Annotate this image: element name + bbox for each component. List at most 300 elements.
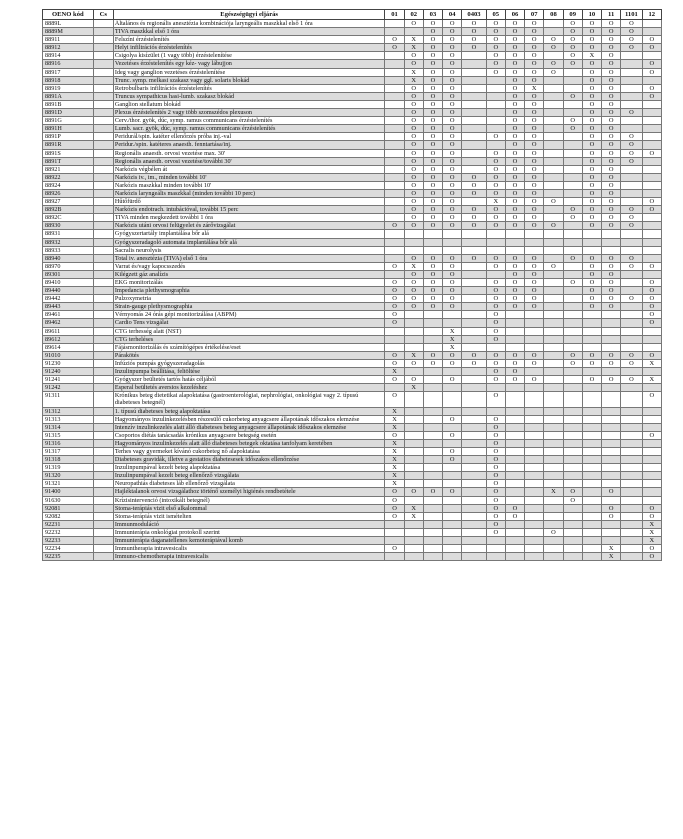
cs-cell xyxy=(93,28,113,36)
mark-cell: O xyxy=(525,254,544,262)
procedure-description-cell: Narkózis iv., im., minden további 10' xyxy=(113,173,385,181)
oeno-code-cell: 88924 xyxy=(43,181,94,189)
cs-cell xyxy=(93,488,113,496)
mark-cell: O xyxy=(385,303,404,311)
mark-cell: X xyxy=(404,504,423,512)
oeno-code-cell: 88917 xyxy=(43,68,94,76)
mark-cell xyxy=(642,117,661,125)
procedure-description-cell: Trunc. symp. melkasi szakasz vagy ggl. solaris blokád xyxy=(113,76,385,84)
mark-cell: O xyxy=(423,100,442,108)
mark-cell xyxy=(642,447,661,455)
mark-cell xyxy=(462,464,486,472)
mark-cell: O xyxy=(443,206,462,214)
mark-cell xyxy=(563,262,582,270)
mark-cell xyxy=(544,392,563,407)
mark-cell xyxy=(462,447,486,455)
mark-cell: O xyxy=(486,423,505,431)
mark-cell: O xyxy=(582,214,601,222)
mark-cell xyxy=(462,456,486,464)
mark-cell xyxy=(462,504,486,512)
mark-cell xyxy=(443,537,462,545)
mark-cell: O xyxy=(505,295,524,303)
oeno-code-cell: 88932 xyxy=(43,238,94,246)
cs-cell xyxy=(93,351,113,359)
table-row xyxy=(43,311,662,319)
mark-cell: O xyxy=(602,270,621,278)
mark-cell: O xyxy=(621,36,642,44)
mark-cell: X xyxy=(582,52,601,60)
procedure-description-cell: Stoma-terápiás vizit ismételten xyxy=(113,512,385,520)
procedure-description-cell: Gyógyszer beültetés tartós hatás céljából xyxy=(113,376,385,384)
cs-cell xyxy=(93,392,113,407)
mark-cell: O xyxy=(602,173,621,181)
mark-cell: O xyxy=(423,279,442,287)
oeno-code-cell: 92081 xyxy=(43,504,94,512)
mark-cell: O xyxy=(582,157,601,165)
mark-cell xyxy=(385,76,404,84)
mark-cell xyxy=(582,335,601,343)
mark-cell: O xyxy=(385,545,404,553)
mark-cell: O xyxy=(602,504,621,512)
mark-cell: O xyxy=(525,214,544,222)
mark-cell: O xyxy=(443,173,462,181)
mark-cell: O xyxy=(462,359,486,367)
mark-cell: O xyxy=(505,149,524,157)
mark-cell: O xyxy=(582,20,601,28)
mark-cell xyxy=(423,456,442,464)
oeno-code-cell: 91313 xyxy=(43,415,94,423)
mark-cell xyxy=(423,392,442,407)
mark-cell: O xyxy=(505,20,524,28)
mark-cell xyxy=(505,480,524,488)
mark-cell xyxy=(404,392,423,407)
oeno-code-cell: 89442 xyxy=(43,295,94,303)
table-row xyxy=(43,504,662,512)
mark-cell xyxy=(404,319,423,327)
cs-cell xyxy=(93,270,113,278)
mark-cell xyxy=(544,311,563,319)
table-row xyxy=(43,254,662,262)
mark-cell xyxy=(423,464,442,472)
mark-cell xyxy=(525,319,544,327)
mark-cell xyxy=(385,230,404,238)
mark-cell xyxy=(582,368,601,376)
mark-cell xyxy=(423,480,442,488)
mark-cell: O xyxy=(582,270,601,278)
mark-cell: O xyxy=(642,198,661,206)
mark-cell xyxy=(563,376,582,384)
mark-cell xyxy=(563,238,582,246)
mark-cell: O xyxy=(486,496,505,504)
mark-cell xyxy=(602,456,621,464)
mark-cell xyxy=(443,230,462,238)
mark-cell: O xyxy=(404,279,423,287)
mark-cell: O xyxy=(385,295,404,303)
mark-cell: O xyxy=(582,173,601,181)
mark-cell: O xyxy=(642,279,661,287)
mark-cell: O xyxy=(642,295,661,303)
mark-cell: O xyxy=(404,488,423,496)
mark-cell: O xyxy=(525,287,544,295)
mark-cell xyxy=(404,343,423,351)
mark-cell: O xyxy=(486,295,505,303)
mark-cell xyxy=(621,480,642,488)
mark-cell xyxy=(443,439,462,447)
mark-cell: O xyxy=(621,254,642,262)
mark-cell: O xyxy=(525,36,544,44)
mark-cell: O xyxy=(385,376,404,384)
mark-cell: O xyxy=(423,157,442,165)
mark-cell xyxy=(462,384,486,392)
mark-cell xyxy=(404,230,423,238)
mark-cell: O xyxy=(602,351,621,359)
mark-cell xyxy=(462,480,486,488)
mark-cell: O xyxy=(505,173,524,181)
table-row xyxy=(43,472,662,480)
mark-cell: O xyxy=(582,84,601,92)
mark-cell: O xyxy=(621,133,642,141)
mark-cell: X xyxy=(385,407,404,415)
mark-cell xyxy=(404,456,423,464)
mark-cell: O xyxy=(525,198,544,206)
mark-cell: O xyxy=(404,133,423,141)
mark-cell xyxy=(642,368,661,376)
mark-cell: O xyxy=(404,165,423,173)
procedure-description-cell: Cardio Tens vizsgálat xyxy=(113,319,385,327)
mark-cell xyxy=(544,165,563,173)
cs-cell xyxy=(93,181,113,189)
mark-cell: O xyxy=(563,496,582,504)
mark-cell: O xyxy=(404,206,423,214)
mark-cell xyxy=(642,407,661,415)
mark-cell: X xyxy=(404,68,423,76)
mark-cell xyxy=(462,415,486,423)
mark-cell xyxy=(505,496,524,504)
mark-cell xyxy=(544,359,563,367)
mark-cell: O xyxy=(582,68,601,76)
mark-cell: O xyxy=(642,149,661,157)
mark-cell xyxy=(505,439,524,447)
procedure-description-cell: Csoportos diétás tanácsadás krónikus anyagcsere betegség esetén xyxy=(113,431,385,439)
mark-cell xyxy=(582,537,601,545)
mark-cell: O xyxy=(443,100,462,108)
table-row xyxy=(43,359,662,367)
mark-cell xyxy=(505,488,524,496)
mark-cell xyxy=(544,439,563,447)
mark-cell: O xyxy=(443,415,462,423)
mark-cell: O xyxy=(563,44,582,52)
mark-cell xyxy=(582,327,601,335)
mark-cell xyxy=(642,76,661,84)
mark-cell xyxy=(486,141,505,149)
procedure-description-cell: Lumb. sacr. gyök, dúc, symp. ramus communicans érzéstelenítés xyxy=(113,125,385,133)
table-row xyxy=(43,335,662,343)
cs-cell xyxy=(93,423,113,431)
mark-cell xyxy=(621,52,642,60)
mark-cell xyxy=(385,52,404,60)
mark-cell xyxy=(621,125,642,133)
mark-cell: O xyxy=(486,456,505,464)
mark-cell xyxy=(642,141,661,149)
mark-cell: O xyxy=(642,84,661,92)
mark-cell xyxy=(423,327,442,335)
mark-cell: O xyxy=(582,376,601,384)
mark-cell: O xyxy=(602,117,621,125)
mark-cell xyxy=(525,230,544,238)
mark-cell: O xyxy=(462,214,486,222)
mark-cell: O xyxy=(563,60,582,68)
mark-cell xyxy=(505,415,524,423)
mark-cell: O xyxy=(621,214,642,222)
column-header: 11 xyxy=(602,10,621,20)
mark-cell xyxy=(486,407,505,415)
mark-cell xyxy=(404,368,423,376)
mark-cell xyxy=(602,415,621,423)
mark-cell: O xyxy=(563,351,582,359)
mark-cell xyxy=(462,287,486,295)
mark-cell: O xyxy=(525,165,544,173)
cs-cell xyxy=(93,376,113,384)
mark-cell xyxy=(642,52,661,60)
mark-cell: X xyxy=(385,464,404,472)
table-row xyxy=(43,238,662,246)
mark-cell: O xyxy=(443,262,462,270)
mark-cell: O xyxy=(621,20,642,28)
mark-cell xyxy=(582,553,601,561)
mark-cell xyxy=(621,287,642,295)
mark-cell xyxy=(443,368,462,376)
mark-cell xyxy=(505,431,524,439)
mark-cell xyxy=(621,246,642,254)
cs-cell xyxy=(93,480,113,488)
mark-cell xyxy=(642,20,661,28)
mark-cell xyxy=(563,472,582,480)
mark-cell: O xyxy=(602,44,621,52)
mark-cell xyxy=(423,472,442,480)
mark-cell: O xyxy=(525,68,544,76)
mark-cell xyxy=(582,384,601,392)
mark-cell: O xyxy=(525,125,544,133)
mark-cell: O xyxy=(423,262,442,270)
mark-cell xyxy=(582,230,601,238)
mark-cell: O xyxy=(602,206,621,214)
mark-cell xyxy=(563,287,582,295)
mark-cell xyxy=(525,456,544,464)
mark-cell: O xyxy=(621,376,642,384)
mark-cell: O xyxy=(563,28,582,36)
procedure-description-cell: Regionális anaesth. orvosi vezetése/további 30' xyxy=(113,157,385,165)
mark-cell xyxy=(563,189,582,197)
mark-cell xyxy=(462,368,486,376)
mark-cell xyxy=(404,423,423,431)
procedure-description-cell: Varrat és/vagy kapocsszedés xyxy=(113,262,385,270)
mark-cell: O xyxy=(486,52,505,60)
mark-cell: O xyxy=(443,303,462,311)
mark-cell xyxy=(505,472,524,480)
cs-cell xyxy=(93,100,113,108)
procedure-description-cell: EKG monitorizálás xyxy=(113,279,385,287)
mark-cell xyxy=(582,447,601,455)
mark-cell: O xyxy=(486,60,505,68)
mark-cell xyxy=(544,149,563,157)
table-row xyxy=(43,206,662,214)
procedure-description-cell: Impedancia plethysmographia xyxy=(113,287,385,295)
mark-cell: O xyxy=(423,109,442,117)
mark-cell xyxy=(486,125,505,133)
cs-cell xyxy=(93,36,113,44)
mark-cell xyxy=(563,157,582,165)
mark-cell xyxy=(582,439,601,447)
mark-cell xyxy=(544,125,563,133)
mark-cell xyxy=(404,528,423,536)
mark-cell: O xyxy=(462,181,486,189)
mark-cell xyxy=(505,447,524,455)
mark-cell: O xyxy=(602,157,621,165)
mark-cell: O xyxy=(486,36,505,44)
cs-cell xyxy=(93,117,113,125)
mark-cell xyxy=(621,343,642,351)
mark-cell xyxy=(642,133,661,141)
mark-cell: O xyxy=(602,109,621,117)
mark-cell: O xyxy=(505,189,524,197)
mark-cell xyxy=(602,327,621,335)
mark-cell: O xyxy=(642,92,661,100)
mark-cell: O xyxy=(582,36,601,44)
mark-cell: O xyxy=(462,28,486,36)
mark-cell: O xyxy=(525,100,544,108)
table-row xyxy=(43,415,662,423)
table-row xyxy=(43,133,662,141)
mark-cell xyxy=(582,319,601,327)
mark-cell: O xyxy=(563,36,582,44)
cs-cell xyxy=(93,125,113,133)
mark-cell xyxy=(462,327,486,335)
cs-cell xyxy=(93,537,113,545)
mark-cell xyxy=(385,520,404,528)
cs-cell xyxy=(93,384,113,392)
table-row xyxy=(43,36,662,44)
mark-cell: O xyxy=(582,28,601,36)
procedure-description-cell: Párakötés xyxy=(113,351,385,359)
mark-cell xyxy=(621,84,642,92)
mark-cell xyxy=(462,472,486,480)
mark-cell: O xyxy=(404,270,423,278)
mark-cell xyxy=(602,407,621,415)
mark-cell: O xyxy=(443,157,462,165)
mark-cell: O xyxy=(621,141,642,149)
mark-cell: O xyxy=(486,222,505,230)
table-row xyxy=(43,496,662,504)
mark-cell: X xyxy=(642,376,661,384)
mark-cell: O xyxy=(582,303,601,311)
mark-cell: O xyxy=(602,149,621,157)
mark-cell xyxy=(423,439,442,447)
mark-cell: O xyxy=(602,279,621,287)
mark-cell: O xyxy=(602,512,621,520)
cs-cell xyxy=(93,109,113,117)
mark-cell: O xyxy=(385,44,404,52)
mark-cell: O xyxy=(621,262,642,270)
mark-cell: O xyxy=(642,206,661,214)
mark-cell xyxy=(462,270,486,278)
procedure-description-cell: TIVA minden megkezdett további 1 óra xyxy=(113,214,385,222)
mark-cell: O xyxy=(443,28,462,36)
mark-cell xyxy=(544,279,563,287)
mark-cell: O xyxy=(505,198,524,206)
mark-cell: O xyxy=(443,149,462,157)
mark-cell xyxy=(404,335,423,343)
mark-cell xyxy=(423,545,442,553)
mark-cell xyxy=(462,512,486,520)
mark-cell: O xyxy=(525,303,544,311)
mark-cell xyxy=(525,504,544,512)
cs-cell xyxy=(93,279,113,287)
oeno-code-cell: 91241 xyxy=(43,376,94,384)
cs-cell xyxy=(93,230,113,238)
mark-cell: O xyxy=(525,279,544,287)
mark-cell: O xyxy=(582,287,601,295)
oeno-code-cell: 91320 xyxy=(43,472,94,480)
mark-cell: O xyxy=(525,189,544,197)
mark-cell: O xyxy=(423,295,442,303)
mark-cell xyxy=(563,68,582,76)
mark-cell xyxy=(563,545,582,553)
mark-cell xyxy=(642,100,661,108)
mark-cell: O xyxy=(525,351,544,359)
cs-cell xyxy=(93,254,113,262)
procedure-description-cell: Inzulinpumpával kezelt beteg ellenőrző vizsgálata xyxy=(113,472,385,480)
mark-cell xyxy=(404,327,423,335)
mark-cell xyxy=(423,447,442,455)
mark-cell xyxy=(385,92,404,100)
mark-cell xyxy=(602,392,621,407)
mark-cell xyxy=(423,319,442,327)
mark-cell: O xyxy=(582,359,601,367)
mark-cell: O xyxy=(462,351,486,359)
mark-cell: X xyxy=(385,423,404,431)
cs-cell xyxy=(93,512,113,520)
mark-cell xyxy=(563,181,582,189)
mark-cell: O xyxy=(423,20,442,28)
mark-cell xyxy=(443,480,462,488)
oeno-code-cell: 8891G xyxy=(43,117,94,125)
mark-cell xyxy=(563,311,582,319)
mark-cell: O xyxy=(404,149,423,157)
mark-cell: O xyxy=(505,368,524,376)
procedure-description-cell: Retrobulbaris infiltrációs érzéstelenítés xyxy=(113,84,385,92)
table-row xyxy=(43,464,662,472)
mark-cell xyxy=(642,456,661,464)
mark-cell: O xyxy=(563,117,582,125)
cs-cell xyxy=(93,553,113,561)
mark-cell xyxy=(404,520,423,528)
mark-cell xyxy=(404,496,423,504)
oeno-code-cell: 88930 xyxy=(43,222,94,230)
mark-cell xyxy=(621,545,642,553)
mark-cell xyxy=(525,423,544,431)
mark-cell xyxy=(621,392,642,407)
mark-cell: O xyxy=(423,141,442,149)
mark-cell xyxy=(525,512,544,520)
mark-cell xyxy=(443,512,462,520)
mark-cell: O xyxy=(486,20,505,28)
mark-cell: O xyxy=(621,44,642,52)
column-header: 1101 xyxy=(621,10,642,20)
mark-cell xyxy=(544,230,563,238)
mark-cell: O xyxy=(404,376,423,384)
mark-cell: O xyxy=(423,359,442,367)
mark-cell xyxy=(642,423,661,431)
